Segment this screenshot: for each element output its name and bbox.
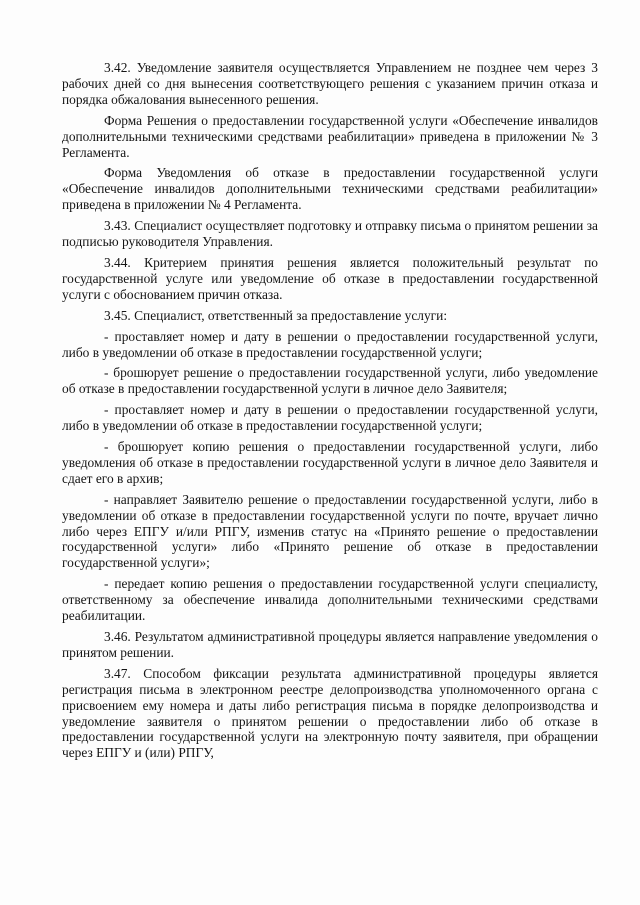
list-item: - брошюрует копию решения о предоставлении государственной услуги, либо уведомления об отказе в предоставлении государственной услуги в личное дело Заявителя и сдает его в архив; <box>62 439 598 486</box>
paragraph-decision-form: Форма Решения о предоставлении государственной услуги «Обеспечение инвалидов дополнительными техническими средствами реабилитации» приведена в приложении № 3 Регламента. <box>62 112 598 160</box>
paragraph-refusal-form: Форма Уведомления об отказе в предоставлении государственной услуги «Обеспечение инвалидов дополнительными техническими средствами реабилитации» приведена в приложении № 4 Регламента. <box>62 165 598 213</box>
paragraph-3-43: 3.43. Специалист осуществляет подготовку и отправку письма о принятом решении за подписью руководителя Управления. <box>62 218 598 250</box>
paragraph-3-47: 3.47. Способом фиксации результата административной процедуры является регистрация письма в электронном реестре делопроизводства уполномоченного органа с присвоением ему номера и даты либо регистрация письма в порядке делопроизводства и уведомление заявителя о принятом решении о предоставлении либо об отказе в предоставлении государственной услуги на электронную почту заявителя, при обращении через ЕПГУ и (или) РПГУ, <box>62 665 598 761</box>
document-body <box>62 60 598 766</box>
paragraph-3-42: 3.42. Уведомление заявителя осуществляется Управлением не позднее чем через 3 рабочих дней со дня вынесения соответствующего решения с указанием причин отказа и порядка обжалования вынесенного решения. <box>62 60 598 107</box>
list-item: - проставляет номер и дату в решении о предоставлении государственной услуги, либо в уведомлении об отказе в предоставлении государственной услуги; <box>62 402 598 434</box>
paragraph-3-45: 3.45. Специалист, ответственный за предоставление услуги: <box>104 307 448 323</box>
paragraph-3-46: 3.46. Результатом административной процедуры является направление уведомления о принятом решении. <box>62 629 598 660</box>
list-item: - брошюрует решение о предоставлении государственной услуги, либо уведомление об отказе в предоставлении государственной услуги в личное дело Заявителя; <box>62 365 598 397</box>
paragraph-3-44: 3.44. Критерием принятия решения является положительный результат по государственной услуге или уведомление об отказе в предоставлении государственной услуги с обоснованием причин отказа. <box>62 254 598 302</box>
list-item: - проставляет номер и дату в решении о предоставлении государственной услуги, либо в уведомлении об отказе в предоставлении государственной услуги; <box>62 328 598 360</box>
list-item: - направляет Заявителю решение о предоставлении государственной услуги, либо в уведомлении об отказе в предоставлении государственной услуги по почте, вручает лично либо через ЕПГУ и/или РПГУ, изменив статус на «Принято решение о предоставлении государственной услуги» либо «Принято решение об отказе в предоставлении государственной услуги»; <box>62 491 598 571</box>
list-item: - передает копию решения о предоставлении государственной услуги специалисту, ответственному за обеспечение инвалида дополнительными техническими средствами реабилитации. <box>62 576 598 624</box>
